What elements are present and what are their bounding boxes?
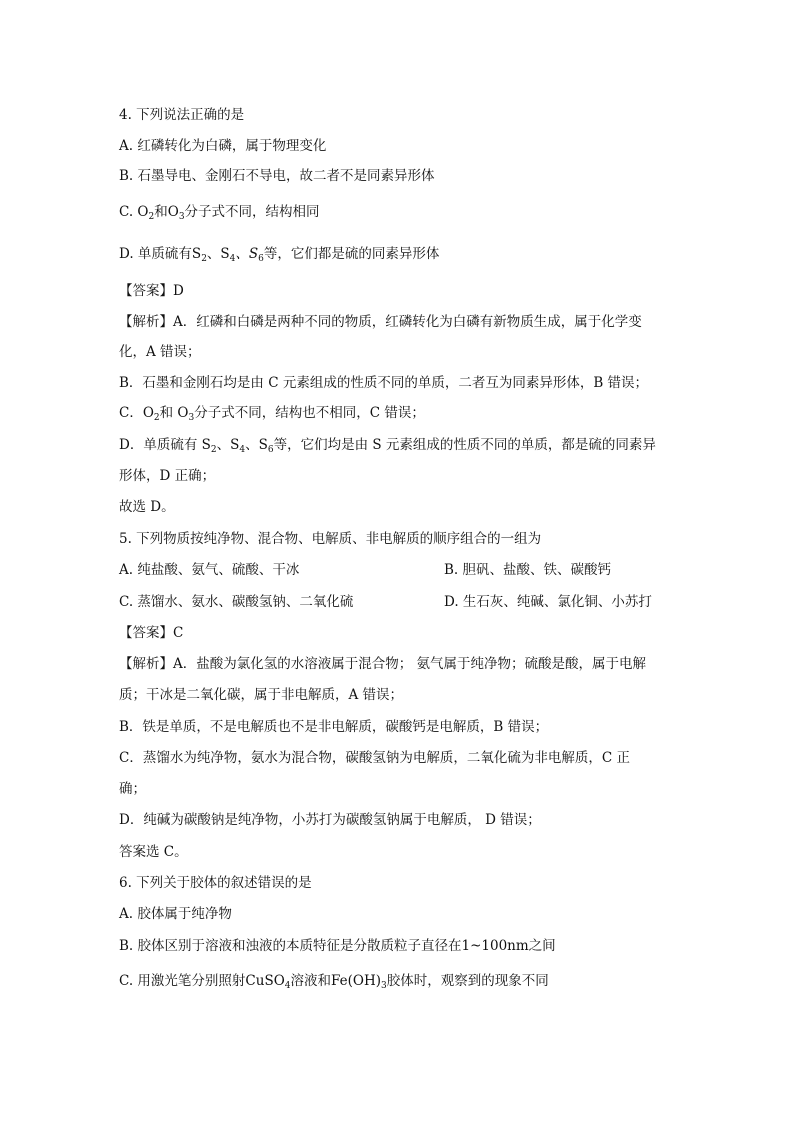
q4-option-d [119, 245, 439, 263]
subscript: 2 [148, 212, 155, 222]
q5-option-d: D. 生石灰、纯碱、氯化铜、小苏打 [444, 594, 652, 610]
q4-conclusion: 故选 D。 [119, 499, 175, 515]
q4-explanation-line-4 [119, 404, 425, 422]
subscript: 3 [178, 212, 185, 222]
text: 、S [235, 246, 259, 262]
q5-explanation-line-1: 【解析】A．盐酸为氯化氢的水溶液属于混合物； 氨气属于纯净物；硫酸是酸，属于电解 [119, 656, 647, 672]
q4-explanation-line-6: 形体，D 正确； [119, 468, 216, 484]
subscript: 4 [229, 254, 236, 264]
q5-explanation-line-5: 确； [119, 781, 146, 797]
subscript: 3 [188, 413, 195, 423]
text: D. 单质硫有S [119, 246, 202, 262]
q4-option-a: A. 红磷转化为白磷，属于物理变化 [119, 138, 327, 154]
q5-explanation-line-4: C．蒸馏水为纯净物，氨水为混合物，碳酸氢钠为电解质，二氧化硫为非电解质，C 正 [119, 750, 630, 766]
q4-option-c [119, 203, 320, 221]
subscript: 6 [258, 254, 264, 264]
text: C．O [119, 405, 154, 421]
q4-answer: 【答案】D [119, 283, 184, 299]
subscript: 4 [239, 445, 246, 455]
q6-stem: 6. 下列关于胶体的叙述错误的是 [119, 875, 312, 891]
text: C. O [119, 204, 149, 220]
q4-explanation-line-3: B．石墨和金刚石均是由 C 元素组成的性质不同的单质，二者互为同素异形体，B 错误； [119, 375, 649, 391]
q5-option-b: B. 胆矾、盐酸、铁、碳酸钙 [444, 562, 612, 578]
q5-explanation-line-3: B．铁是单质，不是电解质也不是非电解质，碳酸钙是电解质，B 错误； [119, 719, 549, 735]
text: C. 用激光笔分别照射CuSO [119, 973, 285, 989]
text: 、S [216, 437, 240, 453]
subscript: 2 [153, 413, 160, 423]
text: 分子式不同，结构也不相同，C 错误； [194, 405, 425, 421]
q5-option-a: A. 纯盐酸、氨气、硫酸、干冰 [119, 562, 300, 578]
q4-explanation-line-5 [119, 436, 656, 454]
text: 和 O [159, 405, 189, 421]
text: 、S [245, 437, 268, 453]
text: 、S [206, 246, 230, 262]
subscript: 3 [381, 981, 387, 991]
q5-stem: 5. 下列物质按纯净物、混合物、电解质、非电解质的顺序组合的一组为 [119, 531, 542, 547]
subscript: 6 [267, 445, 274, 455]
subscript: 2 [201, 254, 207, 264]
text: 等，它们都是硫的同素异形体 [263, 246, 440, 262]
q6-option-b: B. 胶体区别于溶液和浊液的本质特征是分散质粒子直径在1~100nm之间 [119, 938, 556, 954]
text: 溶液和Fe(OH) [290, 973, 382, 989]
q4-explanation-line-1: 【解析】A．红磷和白磷是两种不同的物质，红磷转化为白磷有新物质生成，属于化学变 [119, 314, 642, 330]
subscript: 2 [210, 445, 217, 455]
q6-option-a: A. 胶体属于纯净物 [119, 906, 232, 922]
q5-explanation-line-6: D．纯碱为碳酸钠是纯净物，小苏打为碳酸氢钠属于电解质， D 错误； [119, 812, 541, 828]
text: 胶体时，观察到的现象不同 [386, 973, 549, 989]
q5-explanation-line-2: 质；干冰是二氧化碳，属于非电解质，A 错误； [119, 687, 404, 703]
q4-explanation-line-2: 化，A 错误； [119, 344, 201, 360]
text: 等，它们均是由 S 元素组成的性质不同的单质，都是硫的同素异 [273, 437, 656, 453]
text: D．单质硫有 S [119, 437, 211, 453]
text: 和O [154, 204, 179, 220]
q5-conclusion: 答案选 C。 [119, 844, 188, 860]
subscript: 4 [284, 981, 291, 991]
q5-option-c: C. 蒸馏水、氨水、碳酸氢钠、二氧化硫 [119, 594, 354, 610]
q6-option-c [119, 972, 549, 990]
text: 分子式不同，结构相同 [184, 204, 320, 220]
q4-option-b: B. 石墨导电、金刚石不导电，故二者不是同素异形体 [119, 168, 435, 184]
q4-stem: 4. 下列说法正确的是 [119, 107, 245, 123]
q5-answer: 【答案】C [119, 625, 184, 641]
